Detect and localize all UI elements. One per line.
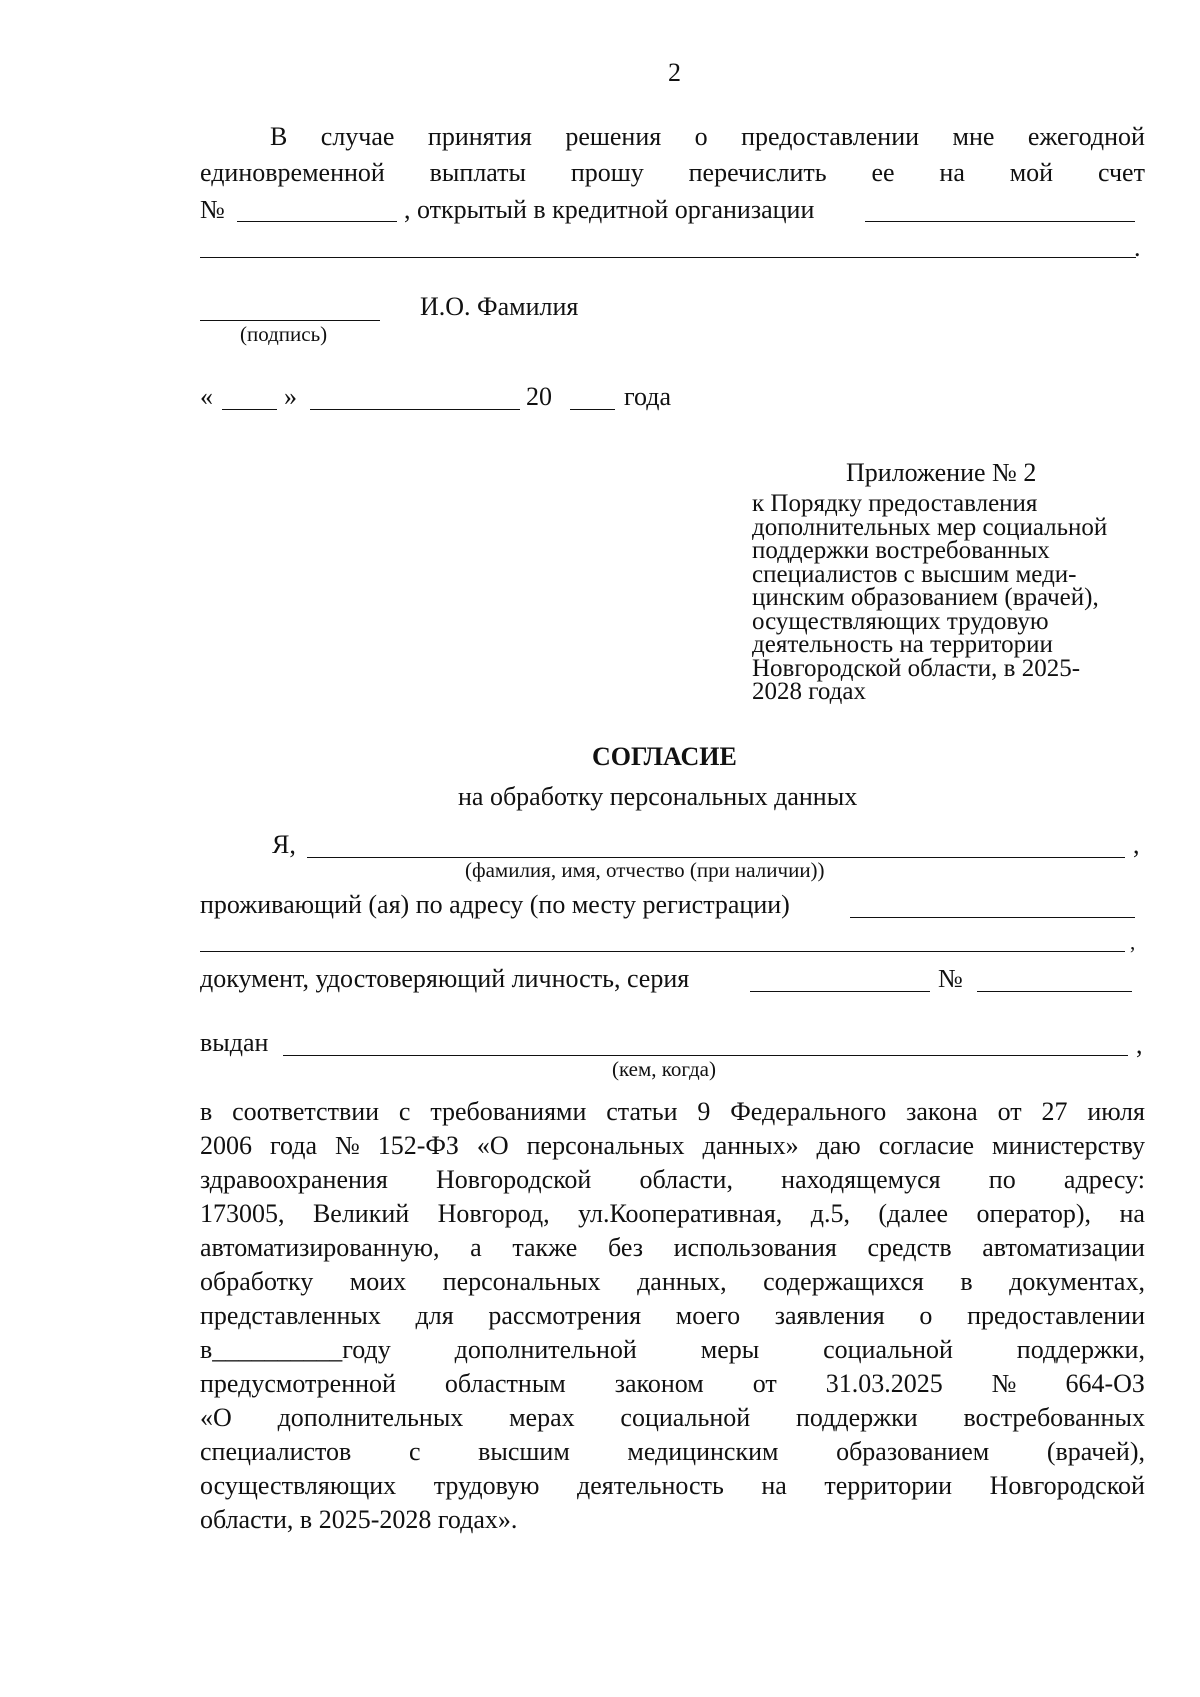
word: оператор), <box>976 1199 1092 1228</box>
word: специалистов <box>200 1437 352 1466</box>
word: согласие <box>878 1131 975 1160</box>
address-label: проживающий (ая) по адресу (по месту регистрации) <box>200 890 790 919</box>
address-comma: , <box>1130 930 1136 954</box>
date-year-field[interactable] <box>570 409 615 410</box>
page-number: 2 <box>668 58 681 87</box>
appendix-line: дополнительных мер социальной <box>752 513 1108 541</box>
word: предоставлении <box>967 1301 1145 1330</box>
word: моих <box>349 1267 407 1296</box>
word: перечислить <box>688 158 827 187</box>
id-number-sign: № <box>938 964 963 993</box>
word: 2006 <box>200 1131 252 1160</box>
word: с <box>398 1097 411 1126</box>
bank-name-field-continued[interactable] <box>200 257 1136 258</box>
word: в <box>960 1267 973 1296</box>
word: с <box>408 1437 421 1466</box>
bank-name-field[interactable] <box>865 221 1135 222</box>
word: образованием <box>836 1437 990 1466</box>
word: мой <box>1009 158 1054 187</box>
word: без <box>607 1233 643 1262</box>
word: мерах <box>509 1403 575 1432</box>
word: автоматизированную, <box>200 1233 440 1262</box>
consent-body-line <box>200 1233 1145 1263</box>
id-series-field[interactable] <box>750 991 930 992</box>
issued-label: выдан <box>200 1028 269 1057</box>
word: счет <box>1097 158 1145 187</box>
word: социальной <box>620 1403 751 1432</box>
consent-body-line <box>200 1165 1145 1195</box>
word: 9 <box>697 1097 711 1126</box>
word: «О <box>476 1131 509 1160</box>
word: прошу <box>570 158 644 187</box>
word: ул.Кооперативная, <box>578 1199 783 1228</box>
appendix-line: Новгородской области, в 2025- <box>752 654 1081 682</box>
word: Новгород, <box>437 1199 550 1228</box>
word: д.5, <box>810 1199 850 1228</box>
word: содержащихся <box>763 1267 924 1296</box>
word: рассмотрения <box>488 1301 642 1330</box>
payment-request-line-1 <box>270 122 1145 152</box>
word: мне <box>952 122 995 151</box>
id-number-field[interactable] <box>977 991 1132 992</box>
word: ежегодной <box>1027 122 1145 151</box>
word: использования <box>673 1233 837 1262</box>
word: высшим <box>478 1437 570 1466</box>
word: дополнительных <box>277 1403 464 1432</box>
consent-body-line <box>200 1199 1145 1229</box>
word: Новгородской <box>989 1471 1145 1500</box>
word: автоматизации <box>982 1233 1145 1262</box>
word: средств <box>867 1233 952 1262</box>
word: востребованных <box>963 1403 1145 1432</box>
word: Великий <box>312 1199 410 1228</box>
consent-body-line <box>200 1403 1145 1433</box>
word: «О <box>200 1403 232 1432</box>
consent-body-line <box>200 1335 1145 1365</box>
word: по <box>988 1165 1016 1194</box>
account-number-field[interactable] <box>237 221 397 222</box>
word: также <box>512 1233 578 1262</box>
word: 27 <box>1041 1097 1068 1126</box>
word: территории <box>824 1471 953 1500</box>
word: от <box>752 1369 777 1398</box>
word: персональных <box>526 1131 685 1160</box>
address-field-continued[interactable] <box>200 951 1125 952</box>
consent-body-line <box>200 1267 1145 1297</box>
word: на <box>1119 1199 1145 1228</box>
word: случае <box>320 122 395 151</box>
word: в <box>200 1097 213 1126</box>
signatory-name: И.О. Фамилия <box>420 292 579 321</box>
name-comma: , <box>1133 830 1140 859</box>
word: документах, <box>1009 1267 1145 1296</box>
date-open-quote: « <box>200 382 213 411</box>
word: статьи <box>606 1097 678 1126</box>
word: областным <box>444 1369 566 1398</box>
signature-caption: (подпись) <box>240 322 328 346</box>
word: о <box>694 122 708 151</box>
word: меры <box>700 1335 760 1364</box>
date-year-word: года <box>624 382 672 411</box>
word: соответствии <box>232 1097 380 1126</box>
i-label: Я, <box>272 830 296 859</box>
word: от <box>997 1097 1022 1126</box>
word: решения <box>565 122 662 151</box>
consent-body-line <box>200 1369 1145 1399</box>
word: выплаты <box>429 158 526 187</box>
word: на <box>939 158 965 187</box>
appendix-line: поддержки востребованных <box>752 537 1050 564</box>
word: 31.03.2025 <box>825 1369 943 1398</box>
word: находящемуся <box>781 1165 941 1194</box>
word: требованиями <box>430 1097 587 1126</box>
date-year-prefix: 20 <box>526 382 552 411</box>
word: закона <box>906 1097 978 1126</box>
consent-body-line <box>200 1301 1145 1331</box>
word: июля <box>1087 1097 1145 1126</box>
word: министерству <box>992 1131 1145 1160</box>
account-number-sign: № <box>200 195 225 224</box>
appendix-line: к Порядку предоставления <box>752 490 1038 517</box>
word: персональных <box>442 1267 601 1296</box>
consent-title: СОГЛАСИЕ <box>592 742 737 771</box>
word: Новгородской <box>436 1165 592 1194</box>
word: (далее <box>878 1199 949 1228</box>
id-document-label: документ, удостоверяющий личность, серия <box>200 964 690 993</box>
word: области, <box>639 1165 733 1194</box>
word: 664-ОЗ <box>1065 1369 1145 1398</box>
issued-by-field[interactable] <box>283 1055 1128 1056</box>
date-month-field[interactable] <box>310 409 520 410</box>
appendix-title: Приложение № 2 <box>846 458 1037 487</box>
word: заявления <box>774 1301 885 1330</box>
period: . <box>1134 233 1141 262</box>
word: на <box>761 1471 787 1500</box>
signature-field[interactable] <box>200 320 380 321</box>
consent-body-last-line: области, в 2025-2028 годах». <box>200 1505 518 1534</box>
word: 173005, <box>200 1199 285 1228</box>
word: ее <box>871 158 895 187</box>
word: № <box>334 1131 360 1160</box>
consent-body-line <box>200 1097 1145 1127</box>
consent-body-line <box>200 1131 1145 1161</box>
word: предоставлении <box>741 122 920 151</box>
word: медицинским <box>627 1437 779 1466</box>
word: представленных <box>200 1301 381 1330</box>
word: № <box>991 1369 1017 1398</box>
word: осуществляющих <box>200 1471 397 1500</box>
date-close-quote: » <box>284 382 297 411</box>
word: поддержки, <box>1016 1335 1145 1364</box>
word: даю <box>816 1131 861 1160</box>
word: законом <box>614 1369 704 1398</box>
word: данных» <box>702 1131 799 1160</box>
word: социальной <box>823 1335 953 1364</box>
word: поддержки <box>795 1403 918 1432</box>
word: о <box>919 1301 933 1330</box>
word: здравоохранения <box>200 1165 388 1194</box>
issued-caption: (кем, когда) <box>612 1057 716 1081</box>
word: трудовую <box>433 1471 540 1500</box>
address-field[interactable] <box>850 917 1135 918</box>
word: дополнительной <box>454 1335 637 1364</box>
word: в__________году <box>200 1335 391 1364</box>
word: данных, <box>637 1267 727 1296</box>
word: Федерального <box>730 1097 887 1126</box>
consent-body-line <box>200 1471 1145 1501</box>
word: деятельность <box>577 1471 724 1500</box>
consent-body-line <box>200 1437 1145 1467</box>
word: моего <box>675 1301 741 1330</box>
word: единовременной <box>200 158 385 187</box>
consent-subtitle: на обработку персональных данных <box>458 782 858 811</box>
appendix-description <box>752 492 1152 704</box>
appendix-line: деятельность на территории <box>752 631 1053 658</box>
appendix-line: цинским образованием (врачей), <box>752 584 1099 611</box>
date-day-field[interactable] <box>222 409 277 410</box>
word: принятия <box>427 122 532 151</box>
word: 152-ФЗ <box>377 1131 459 1160</box>
issued-comma: , <box>1136 1030 1143 1059</box>
word: а <box>470 1233 482 1262</box>
word: (врачей), <box>1046 1437 1145 1466</box>
appendix-line: специалистов с высшим меди- <box>752 560 1077 588</box>
word: В <box>270 122 288 151</box>
payment-request-line-2 <box>200 158 1145 188</box>
appendix-line: осуществляющих трудовую <box>752 607 1049 635</box>
bank-label: , открытый в кредитной организации <box>404 195 815 224</box>
appendix-line: 2028 годах <box>752 678 866 705</box>
full-name-caption: (фамилия, имя, отчество (при наличии)) <box>465 858 825 882</box>
word: обработку <box>200 1267 314 1296</box>
word: для <box>415 1301 454 1330</box>
word: предусмотренной <box>200 1369 396 1398</box>
word: адресу: <box>1063 1165 1145 1194</box>
word: года <box>269 1131 317 1160</box>
